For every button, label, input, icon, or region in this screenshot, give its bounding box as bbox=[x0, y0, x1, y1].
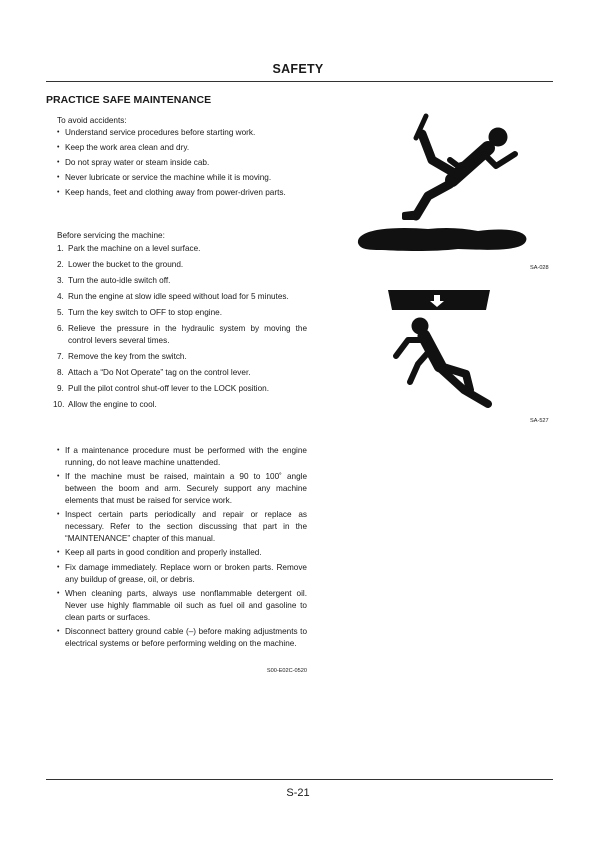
step-number: 9. bbox=[57, 383, 64, 393]
footer-rule bbox=[46, 779, 553, 780]
step-number: 6. bbox=[57, 324, 64, 334]
list-item: • Inspect certain parts periodically and repair or replace as necessary. Refer to the section discussing that part in the “MAINTENANCE” chapter of this manual. bbox=[57, 509, 307, 544]
step-text: Turn the key switch to OFF to stop engine. bbox=[68, 307, 222, 317]
page-header-title: SAFETY bbox=[272, 62, 324, 76]
step-text: Remove the key from the switch. bbox=[68, 351, 187, 361]
servicing-block bbox=[53, 230, 307, 415]
step-item bbox=[57, 275, 307, 287]
step-item bbox=[57, 291, 307, 303]
list-item: • Keep hands, feet and clothing away from power-driven parts. bbox=[57, 187, 307, 199]
step-number: 1. bbox=[57, 243, 64, 253]
figure-caption: SA-028 bbox=[530, 265, 549, 271]
step-item bbox=[57, 367, 307, 379]
list-item: • Disconnect battery ground cable (–) before making adjustments to electrical systems or before performing welding on the machine. bbox=[57, 626, 307, 649]
step-item bbox=[57, 351, 307, 363]
list-item: • Never lubricate or service the machine while it is moving. bbox=[57, 172, 307, 184]
step-item bbox=[57, 307, 307, 319]
list-item: • If the machine must be raised, maintain a 90 to 100˚ angle between the boom and arm. Securely support any machine elements that must be raised for service work. bbox=[57, 471, 307, 506]
precautions-list bbox=[57, 445, 307, 650]
step-item bbox=[57, 323, 307, 346]
step-text: Park the machine on a level surface. bbox=[68, 243, 201, 253]
step-text: Lower the bucket to the ground. bbox=[68, 259, 184, 269]
list-item: • Understand service procedures before starting work. bbox=[57, 127, 307, 139]
servicing-lead: Before servicing the machine: bbox=[57, 231, 165, 240]
step-item bbox=[57, 243, 307, 255]
step-text: Attach a “Do Not Operate” tag on the control lever. bbox=[68, 367, 251, 377]
step-text: Relieve the pressure in the hydraulic system by moving the control levers several times. bbox=[68, 324, 307, 345]
step-number: 2. bbox=[57, 259, 64, 269]
step-text: Run the engine at slow idle speed without load for 5 minutes. bbox=[68, 291, 289, 301]
crush-hazard-icon bbox=[388, 290, 492, 410]
page-number: S-21 bbox=[286, 787, 310, 799]
accidents-block bbox=[57, 115, 307, 203]
step-item bbox=[53, 399, 307, 411]
step-number: 3. bbox=[57, 275, 64, 285]
accidents-lead: To avoid accidents: bbox=[57, 116, 127, 125]
accidents-list bbox=[57, 127, 307, 199]
reference-code: S00-E02C-0520 bbox=[266, 668, 307, 674]
step-text: Allow the engine to cool. bbox=[68, 400, 157, 410]
step-number: 8. bbox=[57, 367, 64, 377]
step-number: 7. bbox=[57, 351, 64, 361]
precautions-block bbox=[57, 445, 307, 653]
header-rule bbox=[46, 81, 553, 82]
list-item: • Keep the work area clean and dry. bbox=[57, 142, 307, 154]
list-item: • Fix damage immediately. Replace worn or broken parts. Remove any buildup of grease, oil, or debris. bbox=[57, 562, 307, 585]
step-text: Turn the auto-idle switch off. bbox=[68, 275, 171, 285]
list-item: • Do not spray water or steam inside cab. bbox=[57, 157, 307, 169]
list-item: • Keep all parts in good condition and properly installed. bbox=[57, 547, 307, 559]
figure-caption: SA-527 bbox=[530, 418, 549, 424]
step-item bbox=[57, 259, 307, 271]
slip-fall-icon bbox=[354, 100, 532, 260]
list-item: • When cleaning parts, always use nonflammable detergent oil. Never use highly flammable oil such as fuel oil and gasoline to clean parts or surfaces. bbox=[57, 588, 307, 623]
step-number: 10. bbox=[53, 400, 65, 410]
step-number: 5. bbox=[57, 307, 64, 317]
section-title: PRACTICE SAFE MAINTENANCE bbox=[46, 94, 212, 106]
servicing-steps bbox=[53, 243, 307, 411]
step-text: Pull the pilot control shut-off lever to the LOCK position. bbox=[68, 383, 270, 393]
list-item: • If a maintenance procedure must be performed with the engine running, do not leave machine unattended. bbox=[57, 445, 307, 468]
step-item bbox=[57, 383, 307, 395]
step-number: 4. bbox=[57, 291, 64, 301]
